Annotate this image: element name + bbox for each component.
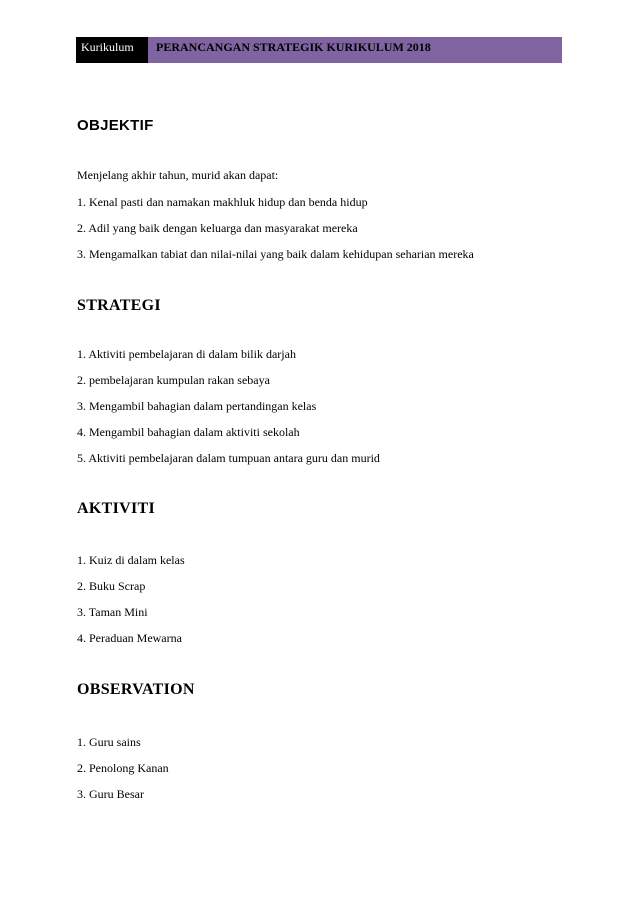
header-title: PERANCANGAN STRATEGIK KURIKULUM 2018 [148,37,562,63]
aktiviti-item: 4. Peraduan Mewarna [77,631,182,645]
aktiviti-item: 3. Taman Mini [77,605,148,619]
page-header [76,37,562,63]
observation-item: 3. Guru Besar [77,787,144,801]
objektif-heading: OBJEKTIF [77,117,154,134]
aktiviti-item: 1. Kuiz di dalam kelas [77,553,185,567]
objektif-item: 3. Mengamalkan tabiat dan nilai-nilai yang baik dalam kehidupan seharian mereka [77,247,474,261]
aktiviti-item: 2. Buku Scrap [77,579,146,593]
strategi-item: 4. Mengambil bahagian dalam aktiviti sekolah [77,425,300,439]
objektif-item: 1. Kenal pasti dan namakan makhluk hidup dan benda hidup [77,195,368,209]
aktiviti-heading: AKTIVITI [77,500,155,517]
strategi-item: 1. Aktiviti pembelajaran di dalam bilik darjah [77,347,296,361]
strategi-item: 5. Aktiviti pembelajaran dalam tumpuan antara guru dan murid [77,451,380,465]
strategi-item: 2. pembelajaran kumpulan rakan sebaya [77,373,270,387]
header-kurikulum-label: Kurikulum [76,37,148,63]
observation-item: 1. Guru sains [77,735,141,749]
observation-item: 2. Penolong Kanan [77,761,169,775]
objektif-intro: Menjelang akhir tahun, murid akan dapat: [77,168,279,182]
strategi-heading: STRATEGI [77,297,161,314]
observation-heading: OBSERVATION [77,681,195,698]
strategi-item: 3. Mengambil bahagian dalam pertandingan kelas [77,399,317,413]
objektif-item: 2. Adil yang baik dengan keluarga dan masyarakat mereka [77,221,358,235]
